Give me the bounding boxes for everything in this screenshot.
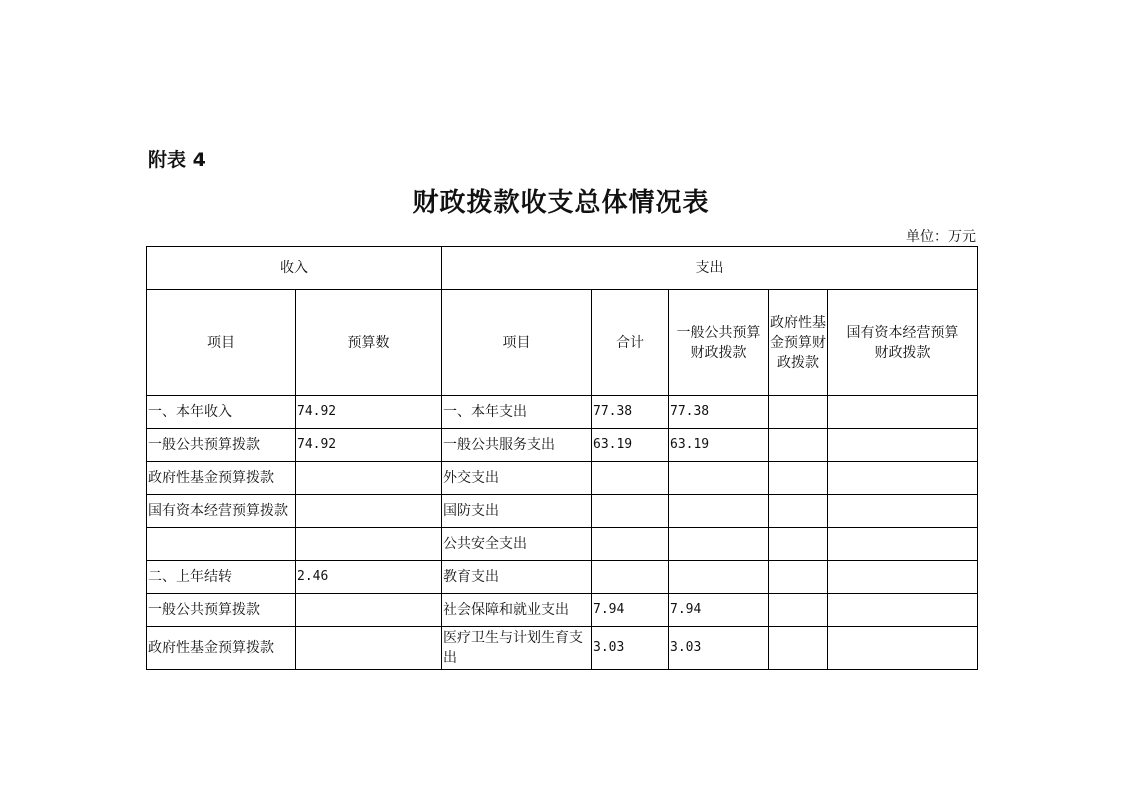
cell-exp-general: 63.19 — [669, 429, 769, 462]
cell-income-item — [147, 528, 296, 561]
cell-income-budget — [296, 528, 442, 561]
cell-income-item: 一、本年收入 — [147, 396, 296, 429]
table-row — [147, 462, 978, 495]
cell-income-budget — [296, 627, 442, 670]
table-row — [147, 396, 978, 429]
cell-exp-general — [669, 462, 769, 495]
cell-income-budget — [296, 594, 442, 627]
cell-income-item: 政府性基金预算拨款 — [147, 462, 296, 495]
cell-exp-gov-fund — [769, 429, 828, 462]
col-income-budget: 预算数 — [296, 290, 442, 396]
cell-income-item: 一般公共预算拨款 — [147, 429, 296, 462]
table-row — [147, 594, 978, 627]
cell-exp-state-capital — [828, 462, 978, 495]
unit-label: 单位：万元 — [906, 229, 976, 245]
col-exp-item: 项目 — [442, 290, 592, 396]
table-row — [147, 528, 978, 561]
cell-income-item: 一般公共预算拨款 — [147, 594, 296, 627]
cell-exp-gov-fund — [769, 594, 828, 627]
budget-table — [146, 246, 978, 670]
cell-exp-total — [592, 495, 669, 528]
cell-exp-gov-fund — [769, 462, 828, 495]
cell-income-item: 政府性基金预算拨款 — [147, 627, 296, 670]
cell-exp-general — [669, 528, 769, 561]
col-income-item: 项目 — [147, 290, 296, 396]
cell-exp-gov-fund — [769, 495, 828, 528]
cell-exp-item: 社会保障和就业支出 — [442, 594, 592, 627]
cell-exp-total: 77.38 — [592, 396, 669, 429]
income-group-header: 收入 — [147, 247, 442, 290]
cell-exp-total: 3.03 — [592, 627, 669, 670]
cell-income-item: 国有资本经营预算拨款 — [147, 495, 296, 528]
column-header-row — [147, 290, 978, 396]
col-exp-gov-fund: 政府性基金预算财政拨款 — [769, 290, 828, 396]
cell-exp-state-capital — [828, 528, 978, 561]
cell-income-budget: 2.46 — [296, 561, 442, 594]
cell-exp-item: 一、本年支出 — [442, 396, 592, 429]
cell-income-budget: 74.92 — [296, 429, 442, 462]
table-row — [147, 561, 978, 594]
cell-exp-total — [592, 528, 669, 561]
cell-exp-item: 教育支出 — [442, 561, 592, 594]
cell-exp-item: 公共安全支出 — [442, 528, 592, 561]
cell-exp-general: 3.03 — [669, 627, 769, 670]
col-exp-state-capital: 国有资本经营预算财政拨款 — [828, 290, 978, 396]
cell-exp-item: 一般公共服务支出 — [442, 429, 592, 462]
cell-exp-state-capital — [828, 561, 978, 594]
table-row — [147, 627, 978, 670]
cell-income-budget: 74.92 — [296, 396, 442, 429]
group-header-row — [147, 247, 978, 290]
cell-exp-general: 7.94 — [669, 594, 769, 627]
cell-exp-total — [592, 561, 669, 594]
cell-exp-state-capital — [828, 495, 978, 528]
cell-exp-item: 医疗卫生与计划生育支出 — [442, 627, 592, 670]
col-exp-total: 合计 — [592, 290, 669, 396]
cell-exp-general: 77.38 — [669, 396, 769, 429]
cell-exp-gov-fund — [769, 561, 828, 594]
cell-exp-total: 7.94 — [592, 594, 669, 627]
page-title: 财政拨款收支总体情况表 — [412, 188, 710, 218]
cell-exp-state-capital — [828, 396, 978, 429]
cell-income-budget — [296, 462, 442, 495]
cell-exp-gov-fund — [769, 396, 828, 429]
cell-exp-general — [669, 561, 769, 594]
appendix-label: 附表 4 — [148, 149, 206, 171]
table-row — [147, 429, 978, 462]
table-row — [147, 495, 978, 528]
cell-exp-state-capital — [828, 594, 978, 627]
cell-exp-state-capital — [828, 429, 978, 462]
cell-income-budget — [296, 495, 442, 528]
cell-exp-general — [669, 495, 769, 528]
cell-exp-gov-fund — [769, 528, 828, 561]
cell-exp-state-capital — [828, 627, 978, 670]
cell-exp-item: 国防支出 — [442, 495, 592, 528]
cell-income-item: 二、上年结转 — [147, 561, 296, 594]
cell-exp-item: 外交支出 — [442, 462, 592, 495]
cell-exp-total: 63.19 — [592, 429, 669, 462]
cell-exp-total — [592, 462, 669, 495]
cell-exp-gov-fund — [769, 627, 828, 670]
expenditure-group-header: 支出 — [442, 247, 978, 290]
col-exp-general: 一般公共预算财政拨款 — [669, 290, 769, 396]
